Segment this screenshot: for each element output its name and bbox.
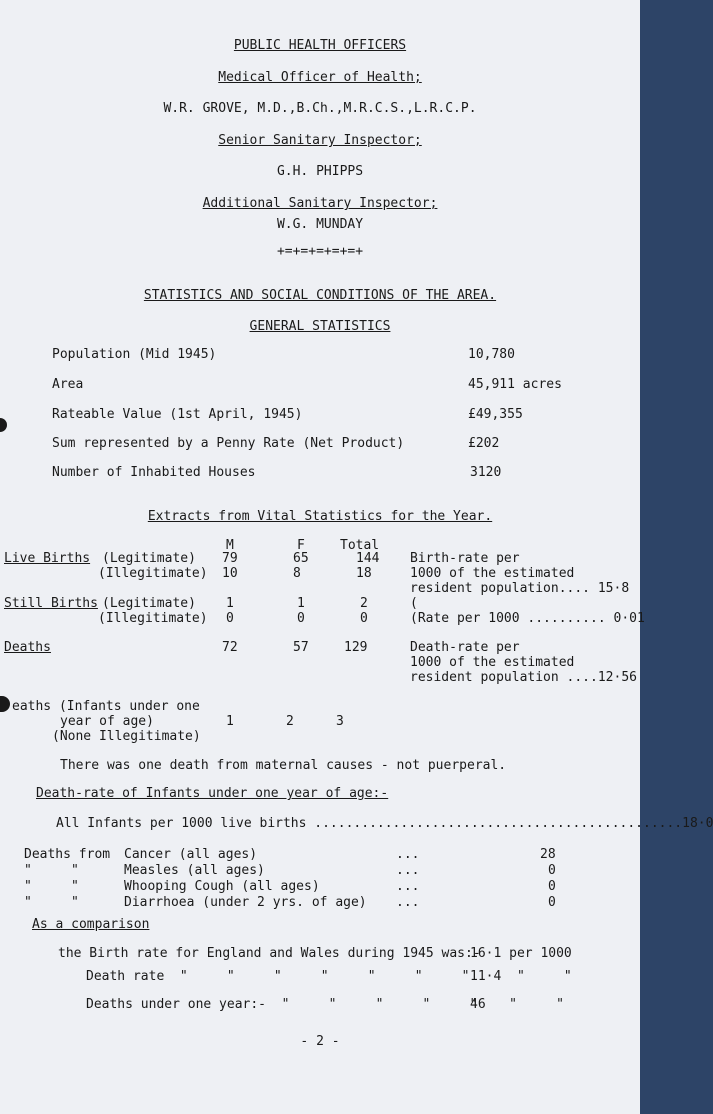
cause-label: Diarrhoea (under 2 yrs. of age) bbox=[124, 895, 367, 910]
cell-total: 129 bbox=[344, 640, 368, 655]
cause-label: Cancer (all ages) bbox=[124, 847, 258, 862]
comparison-death-line: Death rate " " " " " " " bbox=[86, 969, 470, 984]
maternal-note: There was one death from maternal causes - not puerperal. bbox=[60, 758, 507, 773]
cell-f: 57 bbox=[293, 640, 309, 655]
cause-prefix: " " bbox=[24, 863, 79, 878]
comparison-infant-line: Deaths under one year:- " " " " " bbox=[86, 997, 478, 1012]
cause-dots: ... bbox=[396, 863, 420, 878]
comparison-birth-line: the Birth rate for England and Wales during 1945 was:- bbox=[58, 946, 481, 961]
infant-rate-line: All Infants per 1000 live births ...............................................18·0 bbox=[56, 816, 713, 831]
comparison-infant-value: 46 " " bbox=[470, 997, 564, 1012]
deaths-label: Deaths bbox=[4, 640, 51, 655]
cell-m: 1 bbox=[226, 714, 234, 729]
legit-label: (Legitimate) bbox=[102, 551, 196, 566]
cause-prefix: " " bbox=[24, 895, 79, 910]
col-total: Total bbox=[340, 538, 380, 553]
cause-prefix: Deaths from bbox=[24, 847, 111, 862]
cell-total: 144 bbox=[356, 551, 380, 566]
stat-label: Sum represented by a Penny Rate (Net Product) bbox=[52, 436, 405, 451]
ssi-label: Senior Sanitary Inspector; bbox=[218, 133, 422, 148]
cause-value: 0 bbox=[548, 879, 556, 894]
infant-deaths-label: year of age) bbox=[60, 714, 154, 729]
still-rate-note: ( bbox=[410, 596, 418, 611]
moh-label: Medical Officer of Health; bbox=[218, 70, 422, 85]
ssi-name: G.H. PHIPPS bbox=[276, 164, 364, 179]
infant-deaths-label: eaths (Infants under one bbox=[12, 699, 200, 714]
birth-rate-note: 1000 of the estimated bbox=[410, 566, 575, 581]
death-rate-note: 1000 of the estimated bbox=[410, 655, 575, 670]
cell-total: 3 bbox=[336, 714, 344, 729]
stat-label: Population (Mid 1945) bbox=[52, 347, 217, 362]
cell-total: 0 bbox=[360, 611, 368, 626]
comparison-birth-value: 16·1 per 1000 bbox=[470, 946, 572, 961]
binding-hole-mark bbox=[0, 418, 7, 432]
asi-name: W.G. MUNDAY bbox=[276, 217, 364, 232]
still-births-label: Still Births bbox=[4, 596, 98, 611]
binding-hole-mark-2 bbox=[0, 696, 10, 712]
cause-prefix: " " bbox=[24, 879, 79, 894]
legit-label: (Legitimate) bbox=[102, 596, 196, 611]
asi-label: Additional Sanitary Inspector; bbox=[202, 196, 438, 211]
col-f: F bbox=[297, 538, 305, 553]
cause-value: 0 bbox=[548, 895, 556, 910]
illegit-label: (Illegitimate) bbox=[98, 611, 208, 626]
vital-heading: Extracts from Vital Statistics for the Year. bbox=[147, 509, 493, 524]
stat-value: 45,911 acres bbox=[468, 377, 562, 392]
live-births-label: Live Births bbox=[4, 551, 91, 566]
cause-dots: ... bbox=[396, 879, 420, 894]
stat-value: 3120 bbox=[470, 465, 502, 480]
comparison-heading: As a comparison bbox=[32, 917, 150, 932]
stat-value: £202 bbox=[468, 436, 500, 451]
stat-value: 10,780 bbox=[468, 347, 515, 362]
cell-f: 2 bbox=[286, 714, 294, 729]
cell-m: 10 bbox=[222, 566, 238, 581]
cell-m: 72 bbox=[222, 640, 238, 655]
cell-total: 18 bbox=[356, 566, 372, 581]
birth-rate-note: Birth-rate per bbox=[410, 551, 520, 566]
stat-label: Area bbox=[52, 377, 84, 392]
illegit-label: (Illegitimate) bbox=[98, 566, 208, 581]
cause-label: Measles (all ages) bbox=[124, 863, 265, 878]
cell-f: 8 bbox=[293, 566, 301, 581]
cell-total: 2 bbox=[360, 596, 368, 611]
cause-value: 28 bbox=[540, 847, 556, 862]
stat-label: Rateable Value (1st April, 1945) bbox=[52, 407, 303, 422]
statistics-heading: STATISTICS AND SOCIAL CONDITIONS OF THE AREA. bbox=[143, 288, 497, 303]
comparison-death-value: 11·4 " " bbox=[470, 969, 572, 984]
general-statistics-heading: GENERAL STATISTICS bbox=[249, 319, 391, 334]
cell-f: 65 bbox=[293, 551, 309, 566]
infant-deaths-note: (None Illegitimate) bbox=[52, 729, 201, 744]
still-rate-note: (Rate per 1000 .......... 0·01 bbox=[410, 611, 645, 626]
birth-rate-note: resident population.... 15·8 bbox=[410, 581, 630, 596]
stat-label: Number of Inhabited Houses bbox=[52, 465, 256, 480]
col-m: M bbox=[226, 538, 234, 553]
page-number: - 2 - bbox=[300, 1034, 340, 1049]
divider: +=+=+=+=+=+ bbox=[276, 244, 364, 259]
death-rate-note: Death-rate per bbox=[410, 640, 520, 655]
cause-dots: ... bbox=[396, 895, 420, 910]
cell-m: 0 bbox=[226, 611, 234, 626]
cell-f: 0 bbox=[297, 611, 305, 626]
page-heading: PUBLIC HEALTH OFFICERS bbox=[233, 38, 407, 53]
cell-m: 1 bbox=[226, 596, 234, 611]
moh-name: W.R. GROVE, M.D.,B.Ch.,M.R.C.S.,L.R.C.P. bbox=[163, 101, 477, 116]
cause-label: Whooping Cough (all ages) bbox=[124, 879, 320, 894]
cell-f: 1 bbox=[297, 596, 305, 611]
cause-dots: ... bbox=[396, 847, 420, 862]
cause-value: 0 bbox=[548, 863, 556, 878]
cell-m: 79 bbox=[222, 551, 238, 566]
infant-rate-heading: Death-rate of Infants under one year of age:- bbox=[36, 786, 389, 801]
death-rate-note: resident population ....12·56 bbox=[410, 670, 637, 685]
stat-value: £49,355 bbox=[468, 407, 523, 422]
